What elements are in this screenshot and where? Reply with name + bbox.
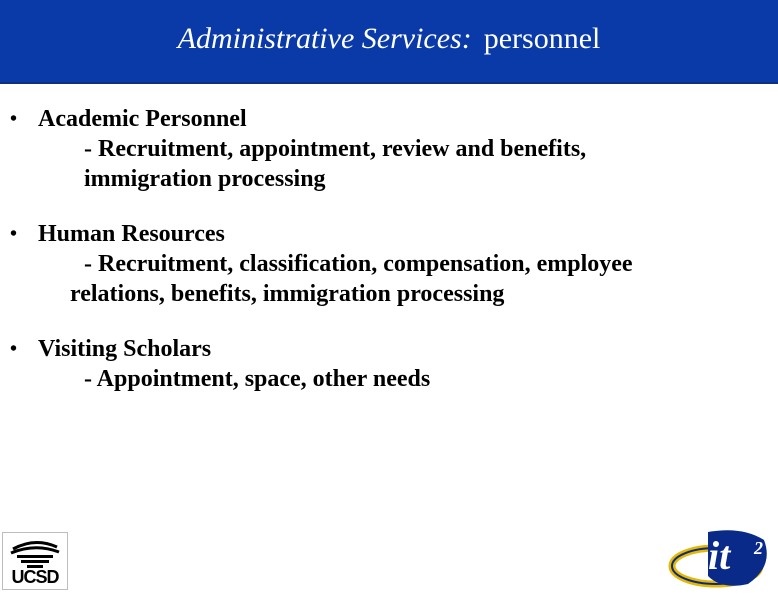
it2-logo-superscript: 2: [754, 538, 763, 558]
it2-logo-text: it: [708, 533, 731, 578]
bullet-marker: •: [10, 223, 18, 245]
bullet-heading: Academic Personnel: [38, 106, 247, 132]
bullet-detail-line: relations, benefits, immigration processing: [70, 281, 505, 307]
ucsd-logo-text: UCSD: [11, 567, 59, 587]
bullet-detail-line: immigration processing: [84, 166, 326, 192]
bullet-detail-line: - Recruitment, appointment, review and benefits,: [84, 136, 587, 162]
ucsd-logo: [2, 532, 68, 590]
bullet-detail-line: - Recruitment, classification, compensation, employee: [84, 251, 633, 277]
slide-title-italic: Administrative Services:: [177, 22, 472, 55]
bullet-detail-line: - Appointment, space, other needs: [84, 366, 431, 392]
ucsd-emblem-icon: [3, 533, 67, 569]
bullet-marker: •: [10, 108, 18, 130]
bullet-heading: Human Resources: [38, 221, 225, 247]
bullet-marker: •: [10, 338, 18, 360]
bullet-heading: Visiting Scholars: [38, 336, 212, 362]
slide-title-rest: personnel: [483, 22, 601, 55]
it2-logo: [664, 526, 776, 590]
